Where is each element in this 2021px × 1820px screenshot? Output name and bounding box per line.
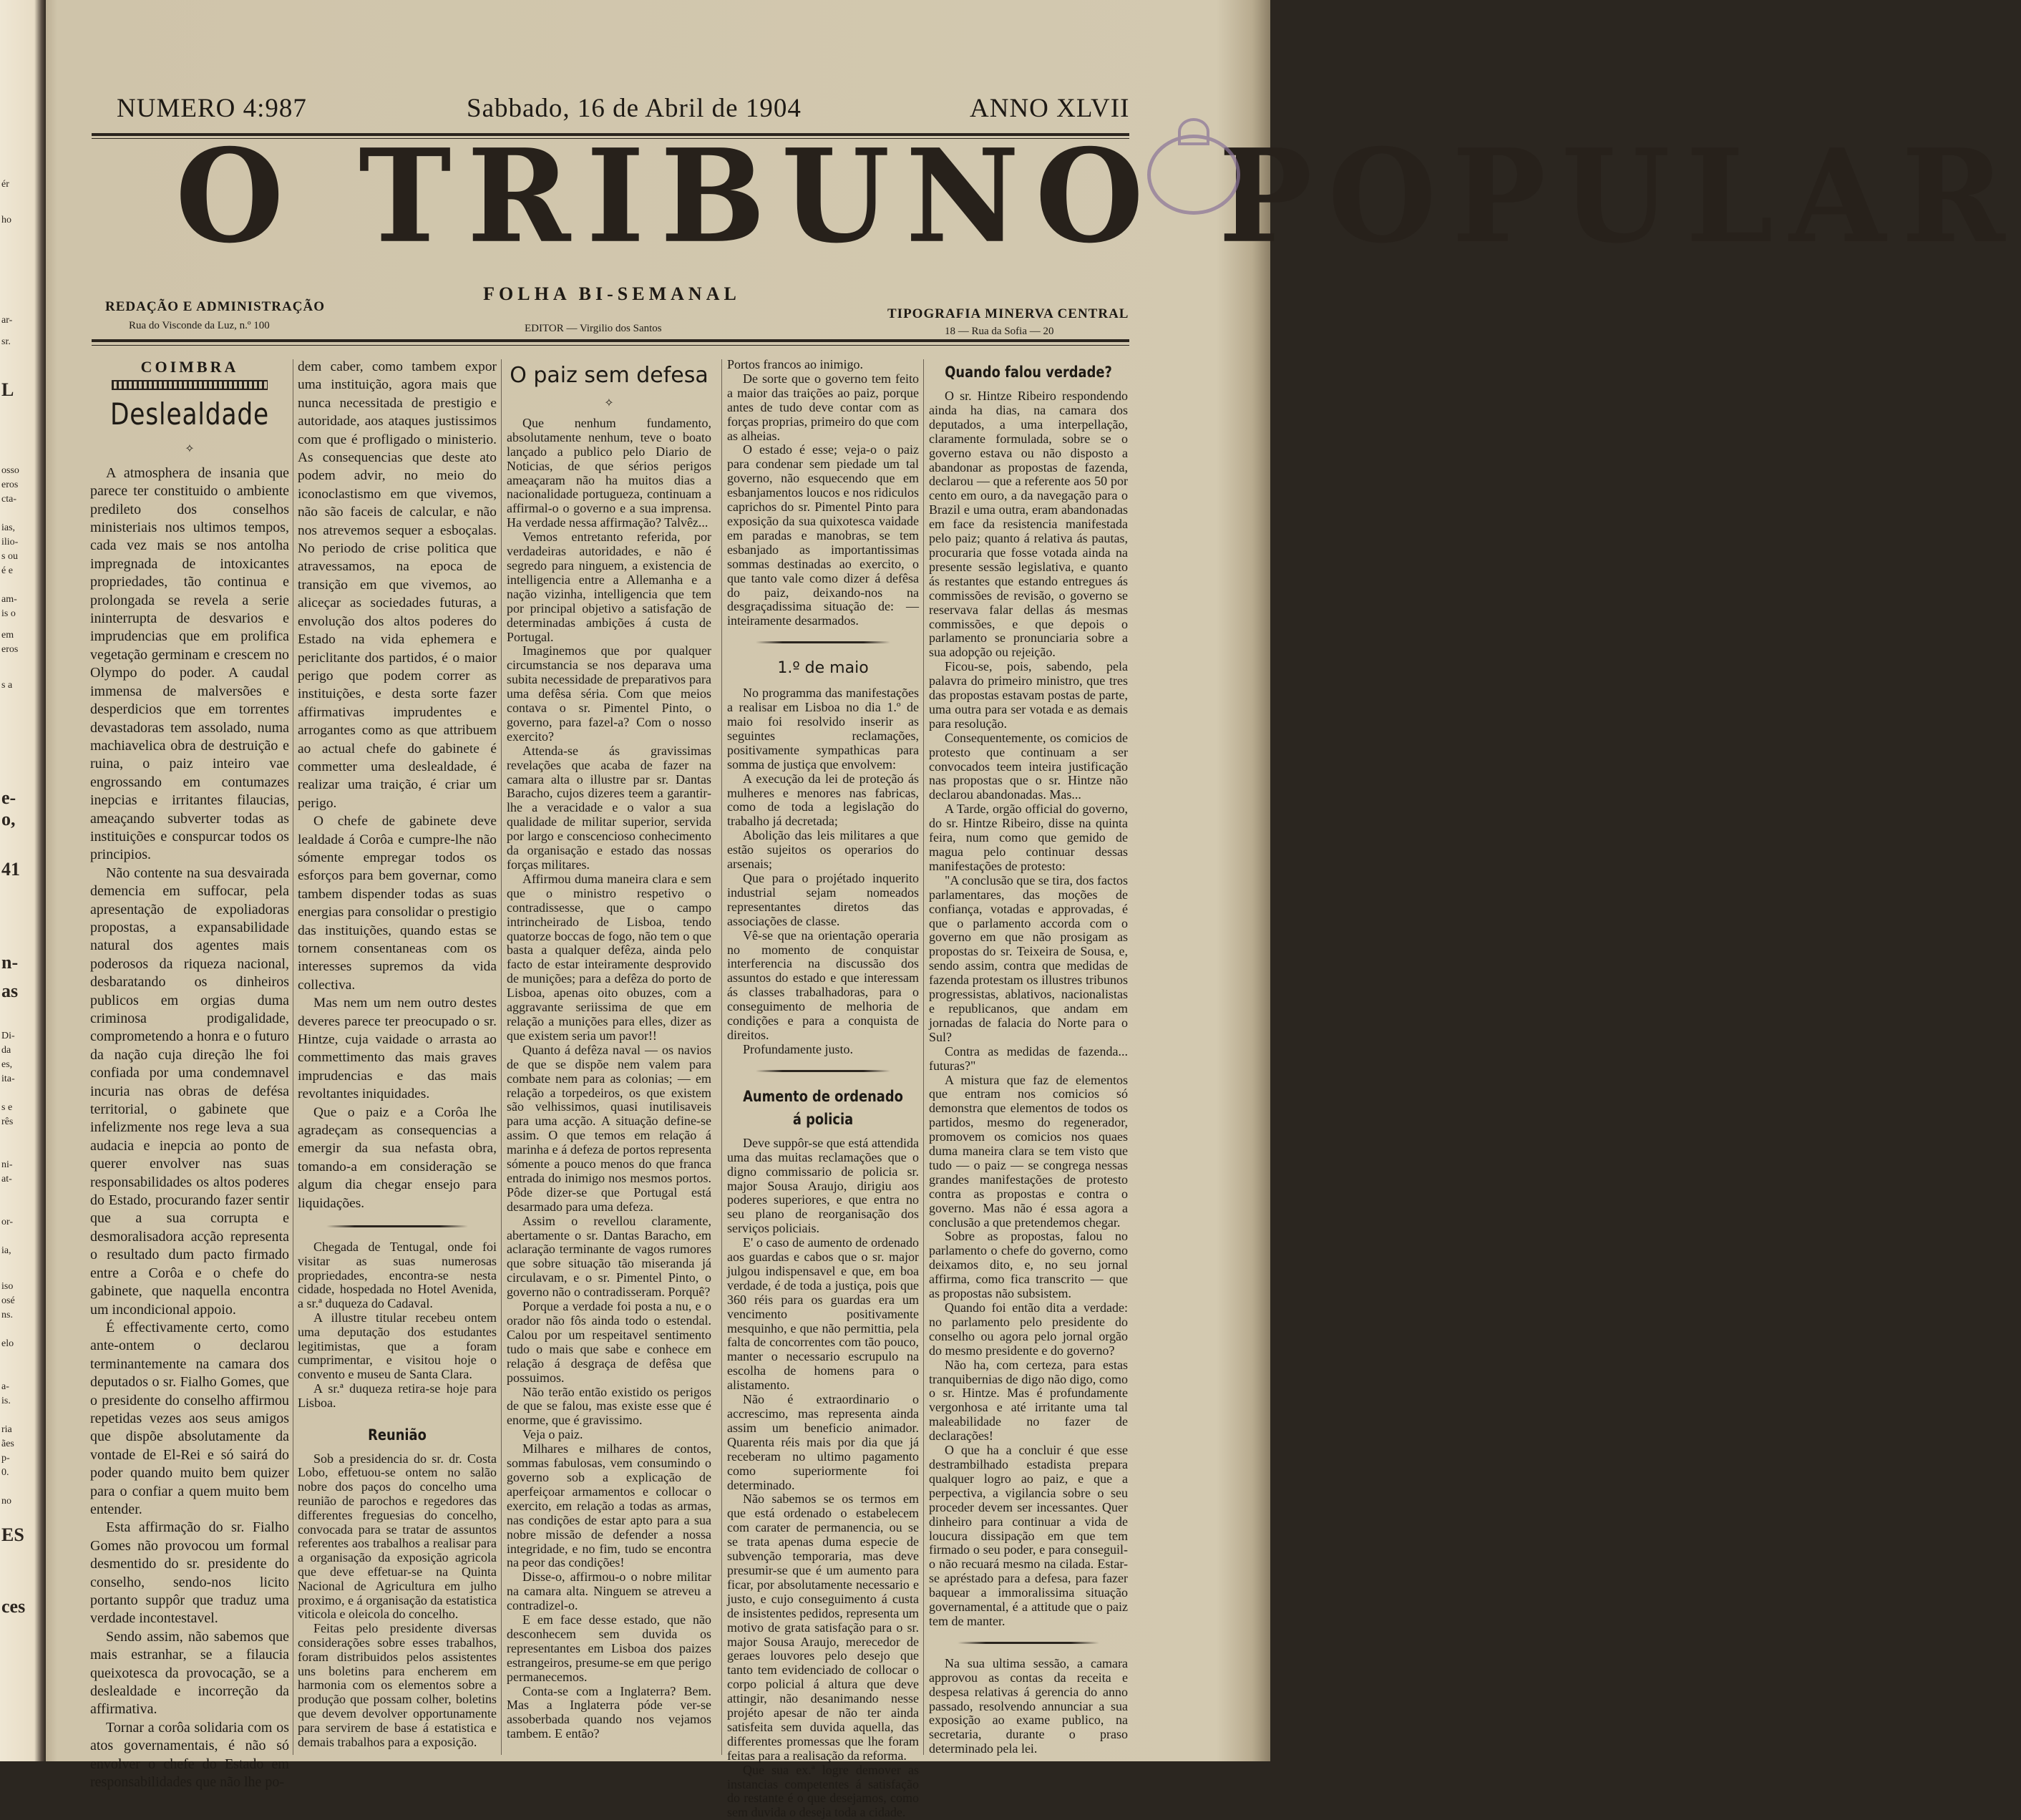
margin-fragment: o, <box>1 809 16 829</box>
separator <box>958 1642 1099 1644</box>
margin-fragment: 0. <box>1 1467 9 1478</box>
margin-fragment: e- <box>1 787 16 808</box>
news-heading: 1.º de maio <box>777 659 869 678</box>
printer-label: TIPOGRAFIA MINERVA CENTRAL <box>887 306 1129 321</box>
margin-fragment: L <box>1 379 14 400</box>
margin-fragment: osso <box>1 465 19 476</box>
news-paragraph: Não é extraordinario o accrescimo, mas representa ainda assim um beneficio animador. Quarenta réis mais por dia que já receberam no ultimo pagamento como superiormente foi determinado. <box>727 1392 919 1492</box>
news-paragraph: A execução da lei de proteção ás mulheres e menores nas fabricas, como de toda a legislação do trabalho já decretada; <box>727 771 919 829</box>
article-paragraph: Veja o paiz. <box>522 1427 583 1442</box>
article-paragraph: O chefe de gabinete deve lealdade á Corôa e cumpre-lhe não sómente empregar todos os esforços para bem governar, como tambem dispender todas as suas energias para consolidar o prestigio das instituições, quando estas se tornem consentaneas com os interesses supremos da vida collectiva. <box>298 814 497 993</box>
ornament: ✧ <box>604 397 614 409</box>
margin-fragment: s a <box>1 680 13 691</box>
masthead-subtitle: FOLHA BI-SEMANAL <box>483 283 741 304</box>
margin-fragment: elo <box>1 1338 14 1349</box>
margin-fragment: is o <box>1 608 16 619</box>
news-paragraph: A sr.ª duqueza retira-se hoje para Lisboa. <box>298 1381 497 1410</box>
margin-fragment: at- <box>1 1174 12 1184</box>
margin-fragment: Di- <box>1 1031 15 1041</box>
margin-fragment: ilio- <box>1 537 19 548</box>
margin-fragment: ho <box>1 215 11 225</box>
margin-fragment: as <box>1 980 19 1001</box>
margin-fragment: or- <box>1 1217 14 1227</box>
article-paragraph: Consequentemente, os comicios de protesto que continuam a ser convocados teem inteira justificação nas propostas que o sr. Hintze não declarou abandonadas. Mas... <box>929 730 1128 802</box>
article-paragraph: Assim o revellou claramente, abertamente o sr. Dantas Baracho, em aclaração terminante de vagos rumores que sobre situação tão miseranda já circulavam, e o sr. Pimentel Pinto, o governo não o contradisseram. Porquê? <box>507 1213 711 1300</box>
article-paragraph: Attenda-se ás gravissimas revelações que acaba de fazer na camara alta o illustre par sr. Dantas Baracho, cujos dizeres teem a garantir-lhe a veracidade e o valor a sua qualidade de militar superior, servida por largo e conscencioso conhecimento da organisação e estado das nossas forças militares. <box>507 743 711 872</box>
margin-fragment: iso <box>1 1281 14 1292</box>
news-paragraph: Chegada de Tentugal, onde foi visitar as suas numerosas propriedades, encontra-se nesta cidade, hospedada no Hotel Avenida, a sr.ª duqueza do Cadaval. <box>298 1240 497 1311</box>
article-paragraph: E em face desse estado, que não desconhecem sem duvida os representantes em Lisboa dos paizes estrangeiros, presume-se em que perigo permanecemos. <box>507 1612 711 1684</box>
news-heading: Reunião <box>368 1426 427 1444</box>
article-paragraph: Imaginemos que por qualquer circumstancia se nos deparava uma subita necessidade de preparativos para uma defêsa séria. Com que meios contava o sr. Pimentel Pinto, o governo, para fazel-a? Com o nosso exercito? <box>507 643 711 744</box>
admin-address: Rua do Visconde da Luz, n.º 100 <box>129 320 270 331</box>
column-5 <box>929 358 1128 1756</box>
issue-number: NUMERO 4:987 <box>117 94 307 123</box>
article-paragraph: dem caber, como tambem expor uma instituição, agora mais que nunca necessitada de prestigio e autoridade, aos ataques justissimos com que é profligado o ministerio. As consequencias que deste ato podem advir, no meio do iconoclastismo em que vivemos, não são faceis de calcular, e não nos atrevemos sequer a esboçalas. No periodo de crise politica que atravessamos, na epoca de transição em que vivemos, ao aliceçar as sociedades futuras, a envolução dos altos poderes do Estado na vida ephemera e periclitante dos partidos, é o maior perigo que podem correr as instituições, e desta sorte fazer affirmativas imprudentes e arrogantes como as que attribuem ao actual chefe do gabinete é commetter uma deslealdade, é realizar uma traição, é criar um perigo. <box>298 359 497 811</box>
article-paragraph: A Tarde, orgão official do governo, do sr. Hintze Ribeiro, disse na quinta feira, num como que gemido de magua pelo continuar dessas manifestações de protesto: <box>929 802 1128 873</box>
margin-fragment: ria <box>1 1424 12 1435</box>
news-paragraph: Profundamente justo. <box>743 1041 853 1056</box>
article-paragraph: O sr. Hintze Ribeiro respondendo ainda ha dias, na camara dos deputados, a uma interpellação, claramente formulada, sobre se o governo estava ou não disposto a abandonar as propostas de fazenda, declarou — que a referente aos 50 por cento em ouro, a da navegação para o Brazil e uma outra, eram abandonadas em face da resistencia manifestada pelo paiz; quanto á relativa ás pautas, procuraria que fosse votada ainda na presente sessão legislativa, e quanto ás restantes que estando entregues ás commissões de revisão, o governo se reservava falar dellas ás mesmas commissões, e que depois o parlamento se pronunciaria sobre a sua adopção ou rejeição. <box>929 389 1128 660</box>
article-paragraph: De sorte que o governo tem feito a maior das traições ao paiz, porque antes de tudo deve contar com as forças proprias, primeiro do que com as alheias. <box>727 371 919 443</box>
article-paragraph: Sendo assim, não sabemos que mais estranhar, se a filaucia queixotesca da provocação, se a deslealdade e incorreção da affirmativa. <box>90 1628 289 1718</box>
article-paragraph: A mistura que faz de elementos que entram nos comicios só demonstra que elementos de todos os partidos, mesmo do regenerador, promovem os comicios nos quaes duma maneira clara se tem visto que tudo — o paiz — se congrega nessas grandes manifestações de protesto contra as propostas e contra o governo. Mas não é essa agora a conclusão a que pretendemos chegar. <box>929 1072 1128 1230</box>
article-paragraph: Não terão então existido os perigos de que se falou, mas existe esse que é enorme, que é gravissimo. <box>507 1384 711 1428</box>
margin-fragment: ias, <box>1 522 16 533</box>
separator <box>756 641 890 643</box>
adjacent-page-edge <box>0 0 46 1761</box>
margin-fragment: osé <box>1 1295 15 1306</box>
margin-fragment: rês <box>1 1116 14 1127</box>
article-title: Quando falou verdade? <box>945 364 1112 381</box>
news-paragraph: Abolição das leis militares a que estão sujeitos os operarios do arsenais; <box>727 828 919 872</box>
article-paragraph: Ficou-se, pois, sabendo, pela palavra do primeiro ministro, que tres das propostas estavam postas de parte, uma outra para ser votada e as demais para resolução. <box>929 659 1128 731</box>
margin-fragment: a- <box>1 1381 9 1392</box>
editor-line: EDITOR — Virgilio dos Santos <box>525 323 662 334</box>
margin-fragment: ns. <box>1 1310 13 1320</box>
news-heading: Aumento de ordenado á policia <box>743 1087 903 1128</box>
column-3 <box>507 358 711 1741</box>
margin-fragment: 41 <box>1 859 20 880</box>
news-paragraph: A illustre titular recebeu ontem uma deputação dos estudantes legitimistas, que a foram cumprimentar, e visitou hoje o convento e museu de Santa Clara. <box>298 1310 497 1382</box>
article-paragraph: Affirmou duma maneira clara e sem que o ministro respetivo o contradissesse, que o campo intrincheirado de Lisboa, tendo quatorze boccas de fogo, não tem o que basta a qualquer defêza, ainda pelo facto de estar inteiramente desprovido de munições; para a defêza do porto de Lisboa, apenas oito obuzes, com a aggravante seriissima de que em relação a munições para elles, dizer as que existem seria um pavor!! <box>507 871 711 1043</box>
printer-address: 18 — Rua da Sofia — 20 <box>945 326 1054 337</box>
article-paragraph: É effectivamente certo, como ante-ontem o declarou terminantemente na camara dos deputados o sr. Fialho Gomes, que o presidente do conselho affirmou repetidas vezes aos seus amigos que dispõe absolutamente da vontade de El-Rei e só sairá do poder quando muito bem quizer para o confiar a quem muito bem entender. <box>90 1319 289 1517</box>
margin-fragment: cta- <box>1 494 16 505</box>
margin-fragment: no <box>1 1496 11 1507</box>
margin-fragment: n- <box>1 952 19 973</box>
article-paragraph: Mas nem um nem outro destes deveres parece ter preocupado o sr. Hintze, cuja vaidade o arrasta ao commettimento das mais graves imprudencias e das mais revoltantes iniquidades. <box>298 996 497 1102</box>
section-heading: COIMBRA <box>140 358 239 376</box>
header-bottom-rule-thin <box>92 345 1129 346</box>
article-paragraph: Milhares e milhares de contos, sommas fabulosas, vem consumindo o governo sob a explicação de aperfeiçoar armamentos e collocar o exercito, em relação a todas as armas, nas condições de estar apto para a sua nobre missão de defender a nossa integridade, e no fim, tudo se encontra na peor das condições! <box>507 1441 711 1570</box>
margin-fragment: is. <box>1 1396 11 1406</box>
margin-fragment: ES <box>1 1524 24 1545</box>
library-stamp <box>1147 135 1240 215</box>
margin-fragment: ces <box>1 1596 26 1617</box>
news-paragraph: Não sabemos se os termos em que está ordenado o estabelecem com carater de permanencia, ou se se trata apenas duma especie de subvenção temporaria, mas deve presumir-se que é um aumento para ficar, por absolutamente necessario e justo, e cujo conseguimento á custa de insistentes pedidos, representa um motivo de grata satisfação para o sr. major Sousa Araujo, merecedor de geraes louvores pelo desejo que tanto tem evidenciado de collocar o corpo policial á altura que deve attingir, não desanimando nesse projéto apesar de não ter ainda satisfeita sem duvida aquella, das differentes promessas que lhe foram feitas para a realisação da reforma. <box>727 1491 919 1763</box>
article-paragraph: Portos francos ao inimigo. <box>727 357 863 371</box>
margin-fragment: ar- <box>1 315 13 326</box>
article-paragraph: Vemos entretanto referida, por verdadeiras autoridades, e não é segredo para ninguem, a existencia de intelligencia entre a Allemanha e a nação vizinha, intelligencia que tem por principal objetivo a satisfação de determinadas ambições á custa de Portugal. <box>507 530 711 644</box>
margin-fragment: ita- <box>1 1074 15 1084</box>
margin-fragment: da <box>1 1045 11 1056</box>
ornament-rule <box>112 380 268 390</box>
news-paragraph: Que para o projétado inquerito industrial sejam nomeados representantes diretos das associações de classe. <box>727 871 919 928</box>
article-paragraph: Contra as medidas de fazenda... futuras?" <box>929 1043 1128 1073</box>
article-paragraph: Tornar a corôa solidaria com os atos governamentais, é não só envolver o chefe do Estado em responsabilidades que não lhe po- <box>90 1719 289 1791</box>
admin-label: REDAÇÃO E ADMINISTRAÇÃO <box>105 299 325 314</box>
margin-fragment: sr. <box>1 336 11 347</box>
margin-fragment: em <box>1 630 14 641</box>
article-paragraph: Esta affirmação do sr. Fialho Gomes não provocou um formal desmentido do sr. presidente do conselho, sendo-nos licito portanto suppôr que traduz uma verdade incontestavel. <box>90 1519 289 1627</box>
column-divider <box>501 359 502 1755</box>
margin-fragment: ia, <box>1 1245 11 1256</box>
margin-fragment: s e <box>1 1102 13 1113</box>
issue-date: Sabbado, 16 de Abril de 1904 <box>467 94 802 123</box>
article-paragraph: Não contente na sua desvairada demencia em suffocar, pela apresentação de expoliadoras propostas, a expansabilidade natural dos agentes mais poderosos da riqueza nacional, desbaratando os dinheiros publicos em orgias duma criminosa prodigalidade, comprometendo a honra e o futuro da nação cuja direção lhe foi confiada por uma condemnavel incuria nas obras de defésa territorial, o gabinete que infelizmente nos rege leva a sua audacia e inepcia ao ponto de querer envolver nas suas responsabilidades os altos poderes do Estado, procurando fazer sentir que a sua corrupta e desmoralisadora acção representa o resultado dum pacto firmado entre a Corôa e o chefe do gabinete, que naquella encontra um incondicional appoio. <box>90 865 289 1318</box>
article-title: Deslealdade <box>109 396 270 432</box>
column-1 <box>90 358 289 1791</box>
column-4 <box>727 358 919 1820</box>
header-bottom-rule <box>92 339 1129 342</box>
article-paragraph: O estado é esse; veja-o o paiz para condenar sem piedade um tal governo, não esquecendo que em esbanjamentos loucos e nos ridiculos caprichos do sr. Pimentel Pinto para exposição da sua quixotesca vaidade em paradas e manobras, se tem esbanjado as importantissimas sommas destinadas ao exercito, o que tanto vale como dizer á defêsa do paiz, deixando-nos na desgraçadissima situação de: — inteiramente desarmados. <box>727 442 919 628</box>
article-paragraph: Porque a verdade foi posta a nu, e o orador não fôs ainda todo o estendal. Calou por um respeitavel sentimento tudo o mais que sabe e conhece em relação á desgraça de defêsa que possuimos. <box>507 1299 711 1385</box>
article-paragraph: "A conclusão que se tira, dos factos parlamentares, das moções de confiança, votadas e approvadas, é que o parlamento accorda com o governo em que não prosigam as propostas do sr. Teixeira de Sousa, e, sendo assim, contra que medidas de fazenda protestam os illustres tribunos progressistas, ablativos, nacionalistas e republicanos, que andam em jornadas de falacia do Norte para o Sul? <box>929 872 1128 1044</box>
column-divider <box>923 359 924 1755</box>
news-paragraph: Feitas pelo presidente diversas considerações sobre esses trabalhos, foram distribuidos pelos assistentes uns boletins para encherem em harmonia com os elementos sobre a produção que possam colher, boletins que devem devolver opportunamente para servirem de base á estatistica e demais trabalhos para a exposição. <box>298 1621 497 1749</box>
article-title: O paiz sem defesa <box>510 363 708 388</box>
article-paragraph: Quanto á defêza naval — os navios de que se dispõe nem valem para combate nem para as colonias; — em relação a torpedeiros, os que existem são velhissimos, quasi inutilisaveis para uma acção. A situação define-se assim. O que temos em relação á marinha e á defeza de portos representa sómente a pouco menos do que franca entrada do inimigo nos mesmos portos. Pôde dizer-se que Portugal está desarmado para uma defeza. <box>507 1042 711 1214</box>
article-paragraph: Não ha, com certeza, para estas tranquibernias de digo não digo, como o sr. Hintze. Mas é profundamente vergonhosa e até irritante uma tal maleabilidade no fazer de declarações! <box>929 1357 1128 1444</box>
ornament: ✧ <box>185 443 195 456</box>
article-paragraph: Quando foi então dita a verdade: no parlamento pelo presidente do conselho ou agora pelo jornal orgão do mesmo presidente e do governo? <box>929 1300 1128 1358</box>
margin-fragment: es, <box>1 1059 13 1070</box>
article-paragraph: Que o paiz e a Corôa lhe agradeçam as consequencias a emergir da sua nefasta obra, tomando-a em consideração se algum dia chegar ensejo para liquidações. <box>298 1104 497 1211</box>
margin-fragment: p- <box>1 1453 10 1464</box>
margin-fragment: s ou <box>1 551 18 562</box>
margin-fragment: ni- <box>1 1159 13 1170</box>
issue-year: ANNO XLVII <box>970 94 1130 123</box>
news-paragraph: Sob a presidencia do sr. dr. Costa Lobo, effetuou-se ontem no salão nobre dos paços do concelho uma reunião de parochos e regedores das differentes freguesias do concelho, convocada para se tratar de assuntos referentes aos trabalhos a realisar para a organisação da exposição agricola que deve effetuar-se na Quinta Nacional de Agricultura em julho proximo, e á organisação da estatistica viticola e oleicola do concelho. <box>298 1451 497 1622</box>
margin-fragment: eros <box>1 644 19 655</box>
margin-fragment: ér <box>1 179 9 190</box>
news-paragraph: Na sua ultima sessão, a camara approvou as contas da receita e despesa relativas á gerencia do anno passado, resolvendo annunciar a sua exposição ao exame publico, na secretaria, durante o praso determinado pela lei. <box>929 1655 1128 1756</box>
article-paragraph: Sobre as propostas, falou no parlamento o chefe do governo, como deixamos dito, e, no seu jornal affirma, como fica transcrito — que as propostas não subsistem. <box>929 1229 1128 1301</box>
separator <box>326 1225 468 1227</box>
column-2 <box>298 358 497 1749</box>
margin-fragment: é e <box>1 565 13 576</box>
news-paragraph: No programma das manifestações a realisar em Lisboa no dia 1.º de maio foi resolvido inserir as seguintes reclamações, positivamente sympathicas para somma de justiça que envolvem: <box>727 686 919 772</box>
article-paragraph: A atmosphera de insania que parece ter constituido o ambiente predileto dos conselhos ministeriais nos ultimos tempos, cada vez mais se nos antolha impregnada de intoxicantes propriedades, tão continua e prolongada se revela a serie ininterrupta de desvarios e imprudencias que em prolifica vegetação germinam e crescem no Olympo do poder. A caudal immensa de malversões e desperdicios que em torrentes devastadoras tem assolado, numa machiavelica obra de destruição e ruina, o paiz inteiro vae engrossando em contumazes inepcias e irritantes filaucias, ameaçando subverter todas as instituições e conspurcar todos os principios. <box>90 464 289 863</box>
margin-fragment: am- <box>1 594 17 605</box>
column-divider <box>721 359 722 1755</box>
article-paragraph: O que ha a concluir é que esse destrambilhado estadista prepara qualquer logro ao paiz, e que a perpectiva, a vigilancia sobre o seu proceder devem ser incessantes. Quer dinheiro para continuar a vida de loucura dissipação em que tem firmado o seu poder, e para conseguil-o não recuará mesmo na cilada. Estar-se apréstado para a defesa, para fazer baquear a immoralissima situação governamental, é a attitude que o paiz tem de manter. <box>929 1443 1128 1628</box>
article-paragraph: Que nenhum fundamento, absolutamente nenhum, teve o boato lançado a publico pelo Diario de Noticias, de que sérios perigos ameaçaram não ha muitos dias a nacionalidade portugueza, continuam a affirmal-o o governo e a sua imprensa. Ha verdade nessa affirmação? Talvêz... <box>507 415 711 530</box>
article-paragraph: Disse-o, affirmou-o o nobre militar na camara alta. Ninguem se atreveu a contradizel-o. <box>507 1570 711 1613</box>
masthead-title: O TRIBUNO POPULAR <box>175 121 2021 273</box>
news-paragraph: Que sua ex.ª logre demover as instancias competentes á satisfação do restante é o que desejamos, como sem duvida o deseja toda a cidade. <box>727 1762 919 1820</box>
separator <box>756 1070 890 1072</box>
margin-fragment: eros <box>1 480 19 490</box>
article-paragraph: Conta-se com a Inglaterra? Bem. Mas a Inglaterra póde ver-se assoberbada quando nos vejamos tambem. E então? <box>507 1683 711 1741</box>
news-paragraph: E' o caso de aumento de ordenado aos guardas e cabos que o sr. major julgou indispensavel e que, em boa verdade, é de toda a justiça, pois que 360 réis para os guardas era um vencimento positivamente mesquinho, e que não permittia, pela falta de concorrentes com tão pouco, manter o necessario escrupulo na escolha de homens para o alistamento. <box>727 1235 919 1393</box>
news-paragraph: Vê-se que na orientação operaria no momento de conquistar interferencia na discussão dos assuntos do estado e que interessam ás classes trabalhadoras, para o conseguimento de melhoria de condições e para a conquista de direitos. <box>727 928 919 1042</box>
margin-fragment: ães <box>1 1439 14 1449</box>
news-paragraph: Deve suppôr-se que está attendida uma das muitas reclamações que o digno commissario de policia sr. major Sousa Araujo, dirigiu aos poderes superiores, e que entra no seu plano de reorganisação dos serviços policiais. <box>727 1135 919 1236</box>
